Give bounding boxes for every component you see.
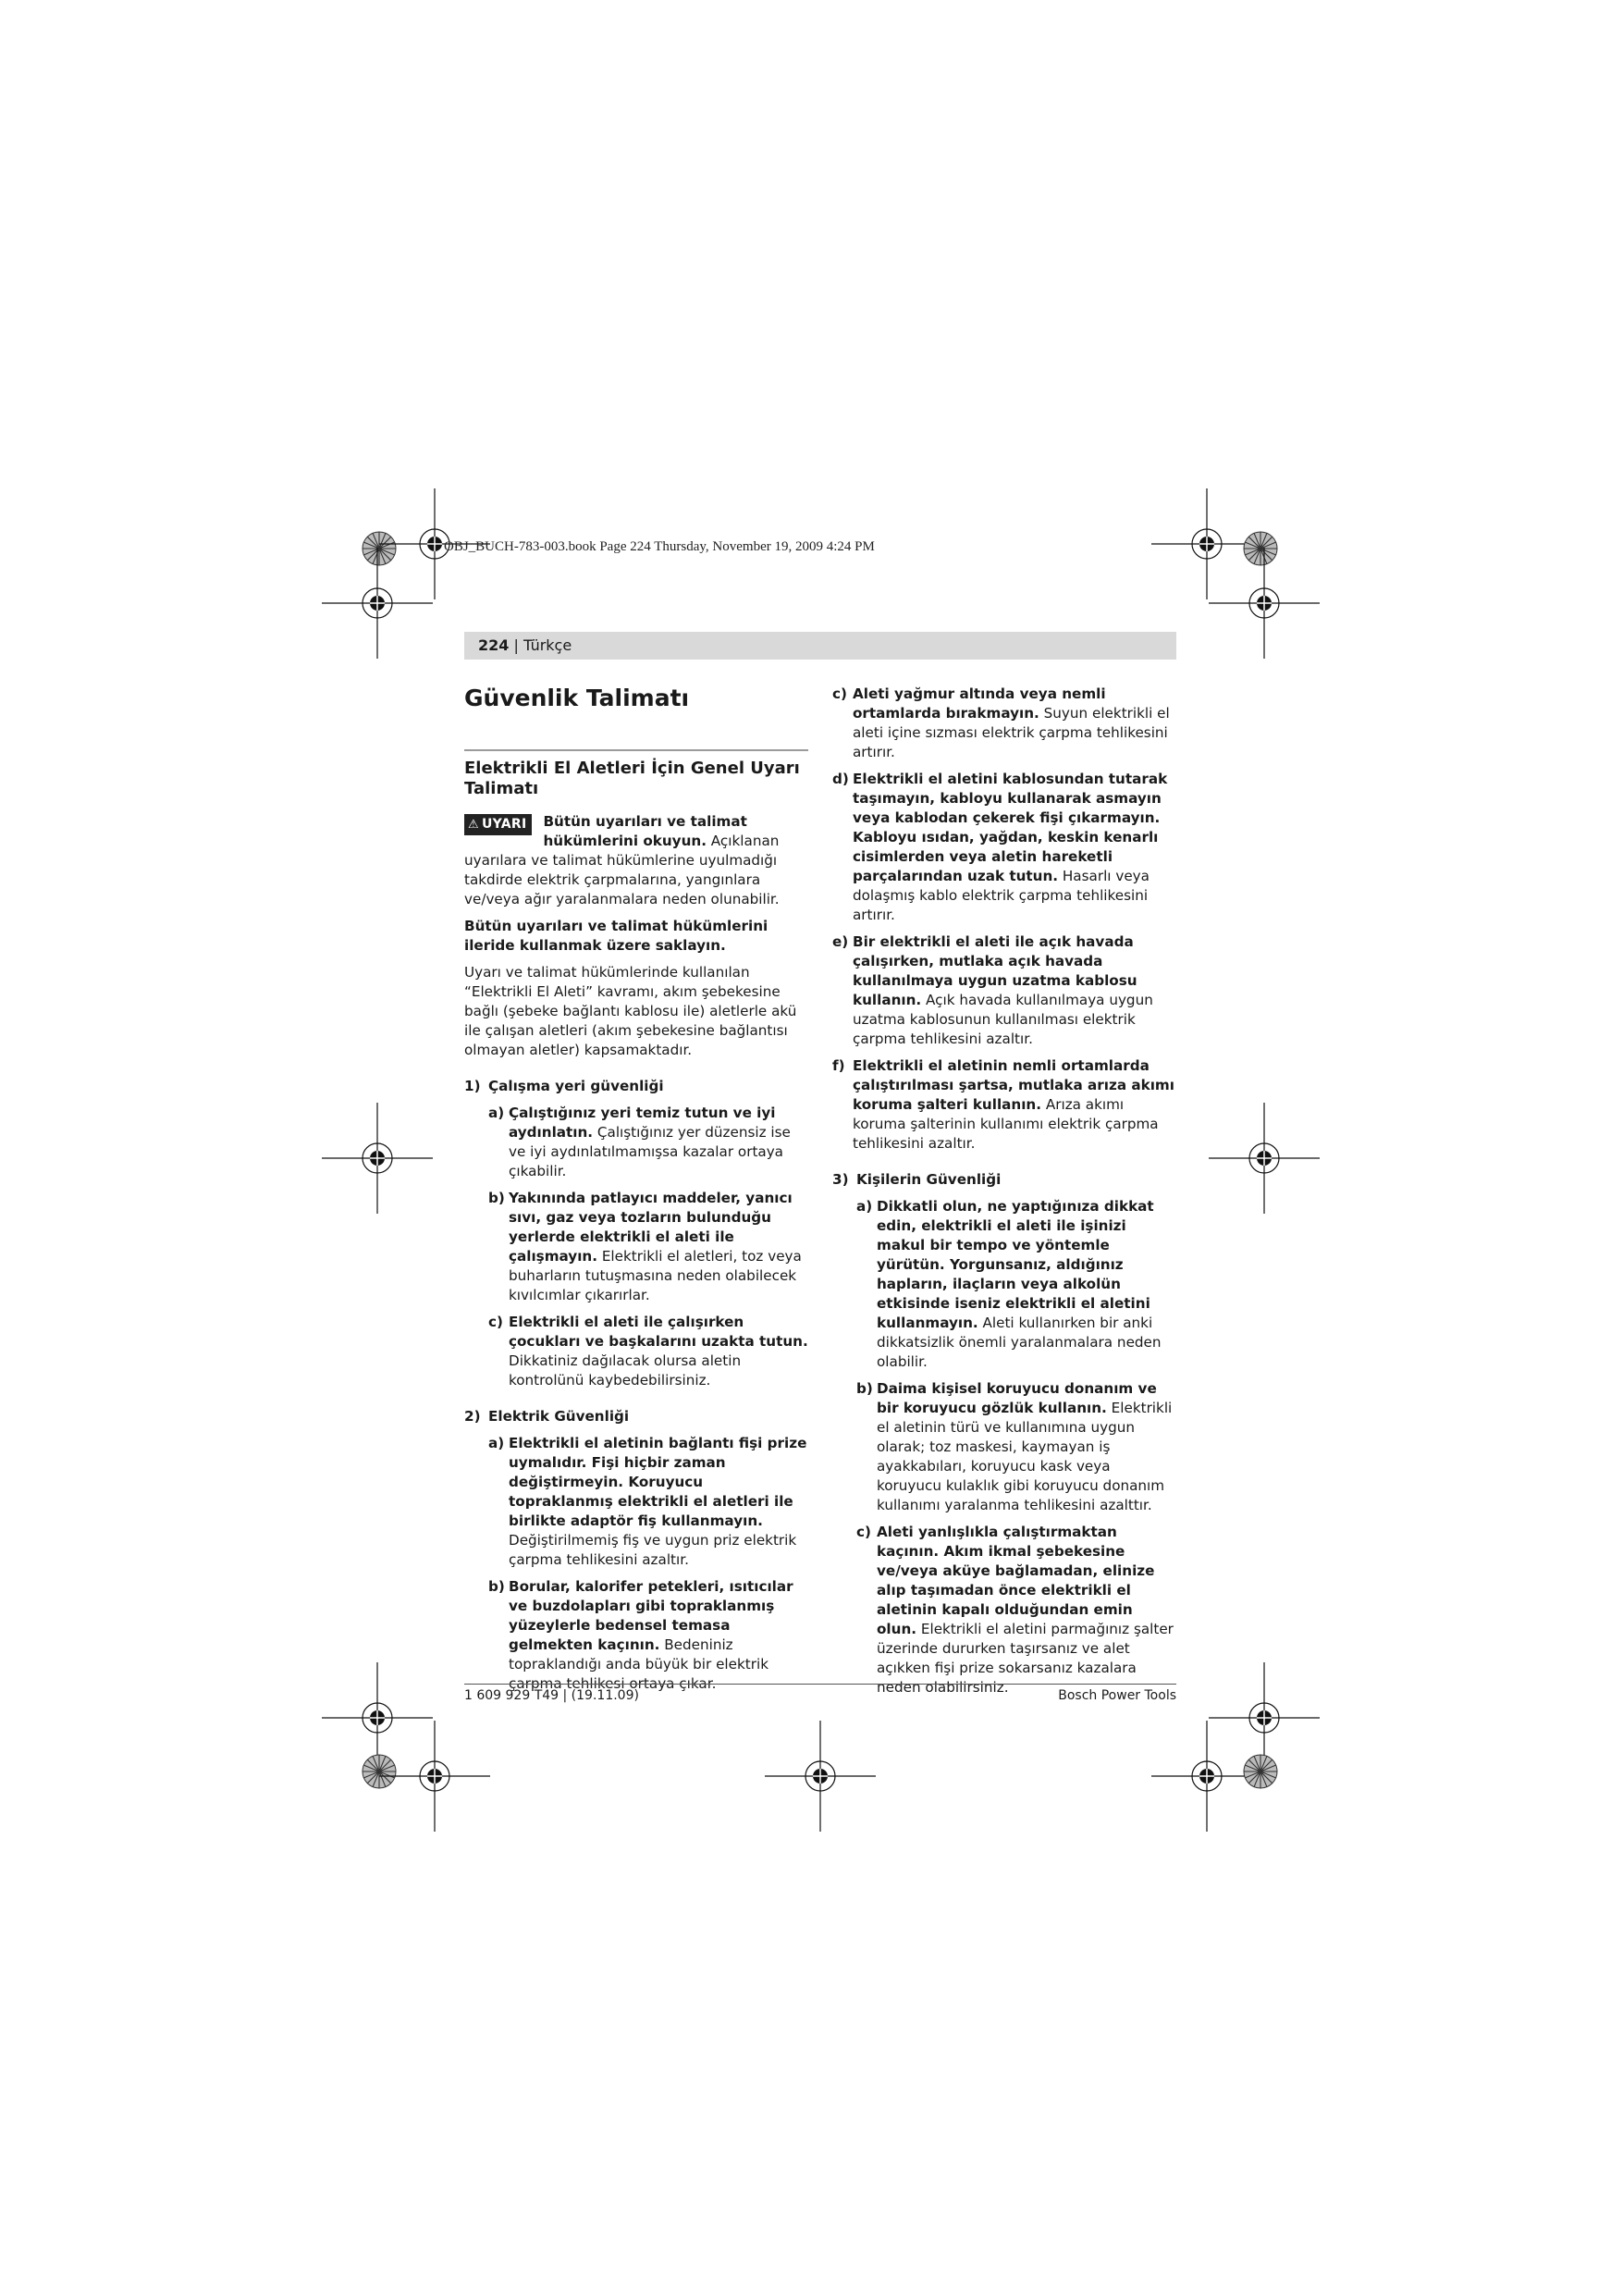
section-heading-1: 1) Çalışma yeri güvenliği: [464, 1078, 664, 1094]
header-separator: |: [513, 636, 519, 654]
section-1-items: [488, 1104, 808, 1390]
save-note: Bütün uyarıları ve talimat hükümlerini ileride kullanmak üzere saklayın.: [464, 918, 768, 954]
print-imprint: OBJ_BUCH-783-003.book Page 224 Thursday, November 19, 2009 4:24 PM: [444, 539, 875, 554]
page-header: [464, 632, 1176, 660]
footer-brand: Bosch Power Tools: [1058, 1688, 1176, 1703]
list-item: c) Aleti yağmur altında veya nemli ortamlarda bırakmayın. Suyun elektrikli el aleti içine sızması elektrik çarpma tehlikesini artırır.: [832, 685, 1170, 760]
page-number: 224: [478, 636, 510, 654]
section-2-items: [488, 1434, 808, 1694]
right-column: [832, 685, 1176, 1705]
section-heading-2: 2) Elektrik Güvenliği: [464, 1408, 630, 1425]
list-item: c) Elektrikli el aleti ile çalışırken çocukları ve başkalarını uzakta tutun. Dikkatiniz dağılacak olursa aletin kontrolünü kaybedebilirsiniz.: [488, 1314, 808, 1389]
list-item: f) Elektrikli el aletinin nemli ortamlarda çalıştırılması şartsa, mutlaka arıza akımı koruma şalteri kullanın. Arıza akımı koruma şalterinin kullanımı elektrik çarpma tehlikesini azaltır.: [832, 1057, 1174, 1152]
header-language: Türkçe: [523, 636, 572, 654]
warning-paragraph: [464, 812, 808, 909]
left-column: [464, 685, 808, 1701]
footer-doc-number: 1 609 929 T49 | (19.11.09): [464, 1688, 639, 1703]
list-item: b) Daima kişisel koruyucu donanım ve bir koruyucu gözlük kullanın. Elektrikli el aletinin türü ve kullanımına uygun olarak; toz maskesi, kaymayan iş ayakkabıları, koruyucu kask veya koruyucu kulaklık gibi koruyucu donanım kullanımı yaralanma tehlikesini azalttır.: [856, 1380, 1173, 1513]
warning-triangle-icon: ⚠: [468, 818, 479, 832]
footer-rule: [464, 1684, 1176, 1685]
warning-text: Açıklanan uyarılara ve talimat hükümlerine uyulmadığı takdirde elektrik çarpmalarına, yangınlara ve/veya ağır yaralanmalara neden olunabilir.: [464, 833, 780, 907]
intro-paragraph: Uyarı ve talimat hükümlerinde kullanılan “Elektrikli El Aleti” kavramı, akım şebekesine bağlı (şebeke bağlantı kablosu ile) aletlerle akü ile çalışan aletleri (akım şebekesine bağlantısı olmayan aletler) kapsamaktadır.: [464, 964, 797, 1058]
section-subtitle: Elektrikli El Aletleri İçin Genel Uyarı Talimatı: [464, 759, 800, 798]
list-item: b) Borular, kalorifer petekleri, ısıtıcılar ve buzdolapları gibi topraklanmış yüzeylerle bedensel temasa gelmekten kaçının. Bedeniniz topraklandığı anda büyük bir elektrik çarpma tehlikesi ortaya çıkar.: [488, 1578, 793, 1692]
section-heading-3: 3) Kişilerin Güvenliği: [832, 1171, 1002, 1188]
list-item: b) Yakınında patlayıcı maddeler, yanıcı sıvı, gaz veya tozların bulunduğu yerlerde elektrikli el aleti ile çalışmayın. Elektrikli el aletleri, toz veya buharların tutuşmasına neden olabilecek kıvılcımlar çıkarırlar.: [488, 1190, 802, 1303]
list-item: a) Elektrikli el aletinin bağlantı fişi prize uymalıdır. Fişi hiçbir zaman değiştirmeyin. Koruyucu topraklanmış elektrikli el aletleri ile birlikte adaptör fiş kullanmayın. Değiştirilmemiş fiş ve uygun priz elektrik çarpma tehlikesini azaltır.: [488, 1435, 807, 1568]
list-item: e) Bir elektrikli el aleti ile açık havada çalışırken, mutlaka açık havada kullanılmaya uygun uzatma kablosu kullanın. Açık havada kullanılmaya uygun uzatma kablosunun kullanılması elektrik çarpma tehlikesini azaltır.: [832, 933, 1153, 1047]
list-item: c) Aleti yanlışlıkla çalıştırmaktan kaçının. Akım ikmal şebekesine ve/veya aküye bağlamadan, elinize alıp taşımadan önce elektrikli el aletinin kapalı olduğundan emin olun. Elektrikli el aletini parmağınız şalter üzerinde dururken taşırsanız ve alet açıkken fişi prize sokarsanız kazalara neden olabilirsiniz.: [856, 1524, 1174, 1696]
subtitle-rule: [464, 749, 808, 751]
list-item: d) Elektrikli el aletini kablosundan tutarak taşımayın, kabloyu kullanarak asmayın veya kablodan çekerek fişi çıkarmayın. Kabloyu ısıdan, yağdan, keskin kenarlı cisimlerden veya aletin hareketli parçalarından uzak tutun. Hasarlı veya dolaşmış kablo elektrik çarpma tehlikesini artırır.: [832, 771, 1168, 923]
warning-badge: ⚠ UYARI: [464, 814, 532, 835]
list-item: a) Dikkatli olun, ne yaptığınıza dikkat edin, elektrikli el aleti ile işinizi makul bir tempo ve yöntemle yürütün. Yorgunsanız, aldığınız hapların, ilaçların veya alkolün etkisinde iseniz elektrikli el aletini kullanmayın. Aleti kullanırken bir anki dikkatsizlik önemli yaralanmalara neden olabilir.: [856, 1198, 1162, 1370]
warning-bold: Bütün uyarıları ve talimat hükümlerini okuyun.: [543, 813, 747, 849]
list-item: a) Çalıştığınız yeri temiz tutun ve iyi aydınlatın. Çalıştığınız yer düzensiz ise ve iyi aydınlatılmamışsa kazalar ortaya çıkabilir.: [488, 1105, 791, 1179]
page-title: Güvenlik Talimatı: [464, 685, 690, 711]
section-3-items: [856, 1197, 1176, 1697]
